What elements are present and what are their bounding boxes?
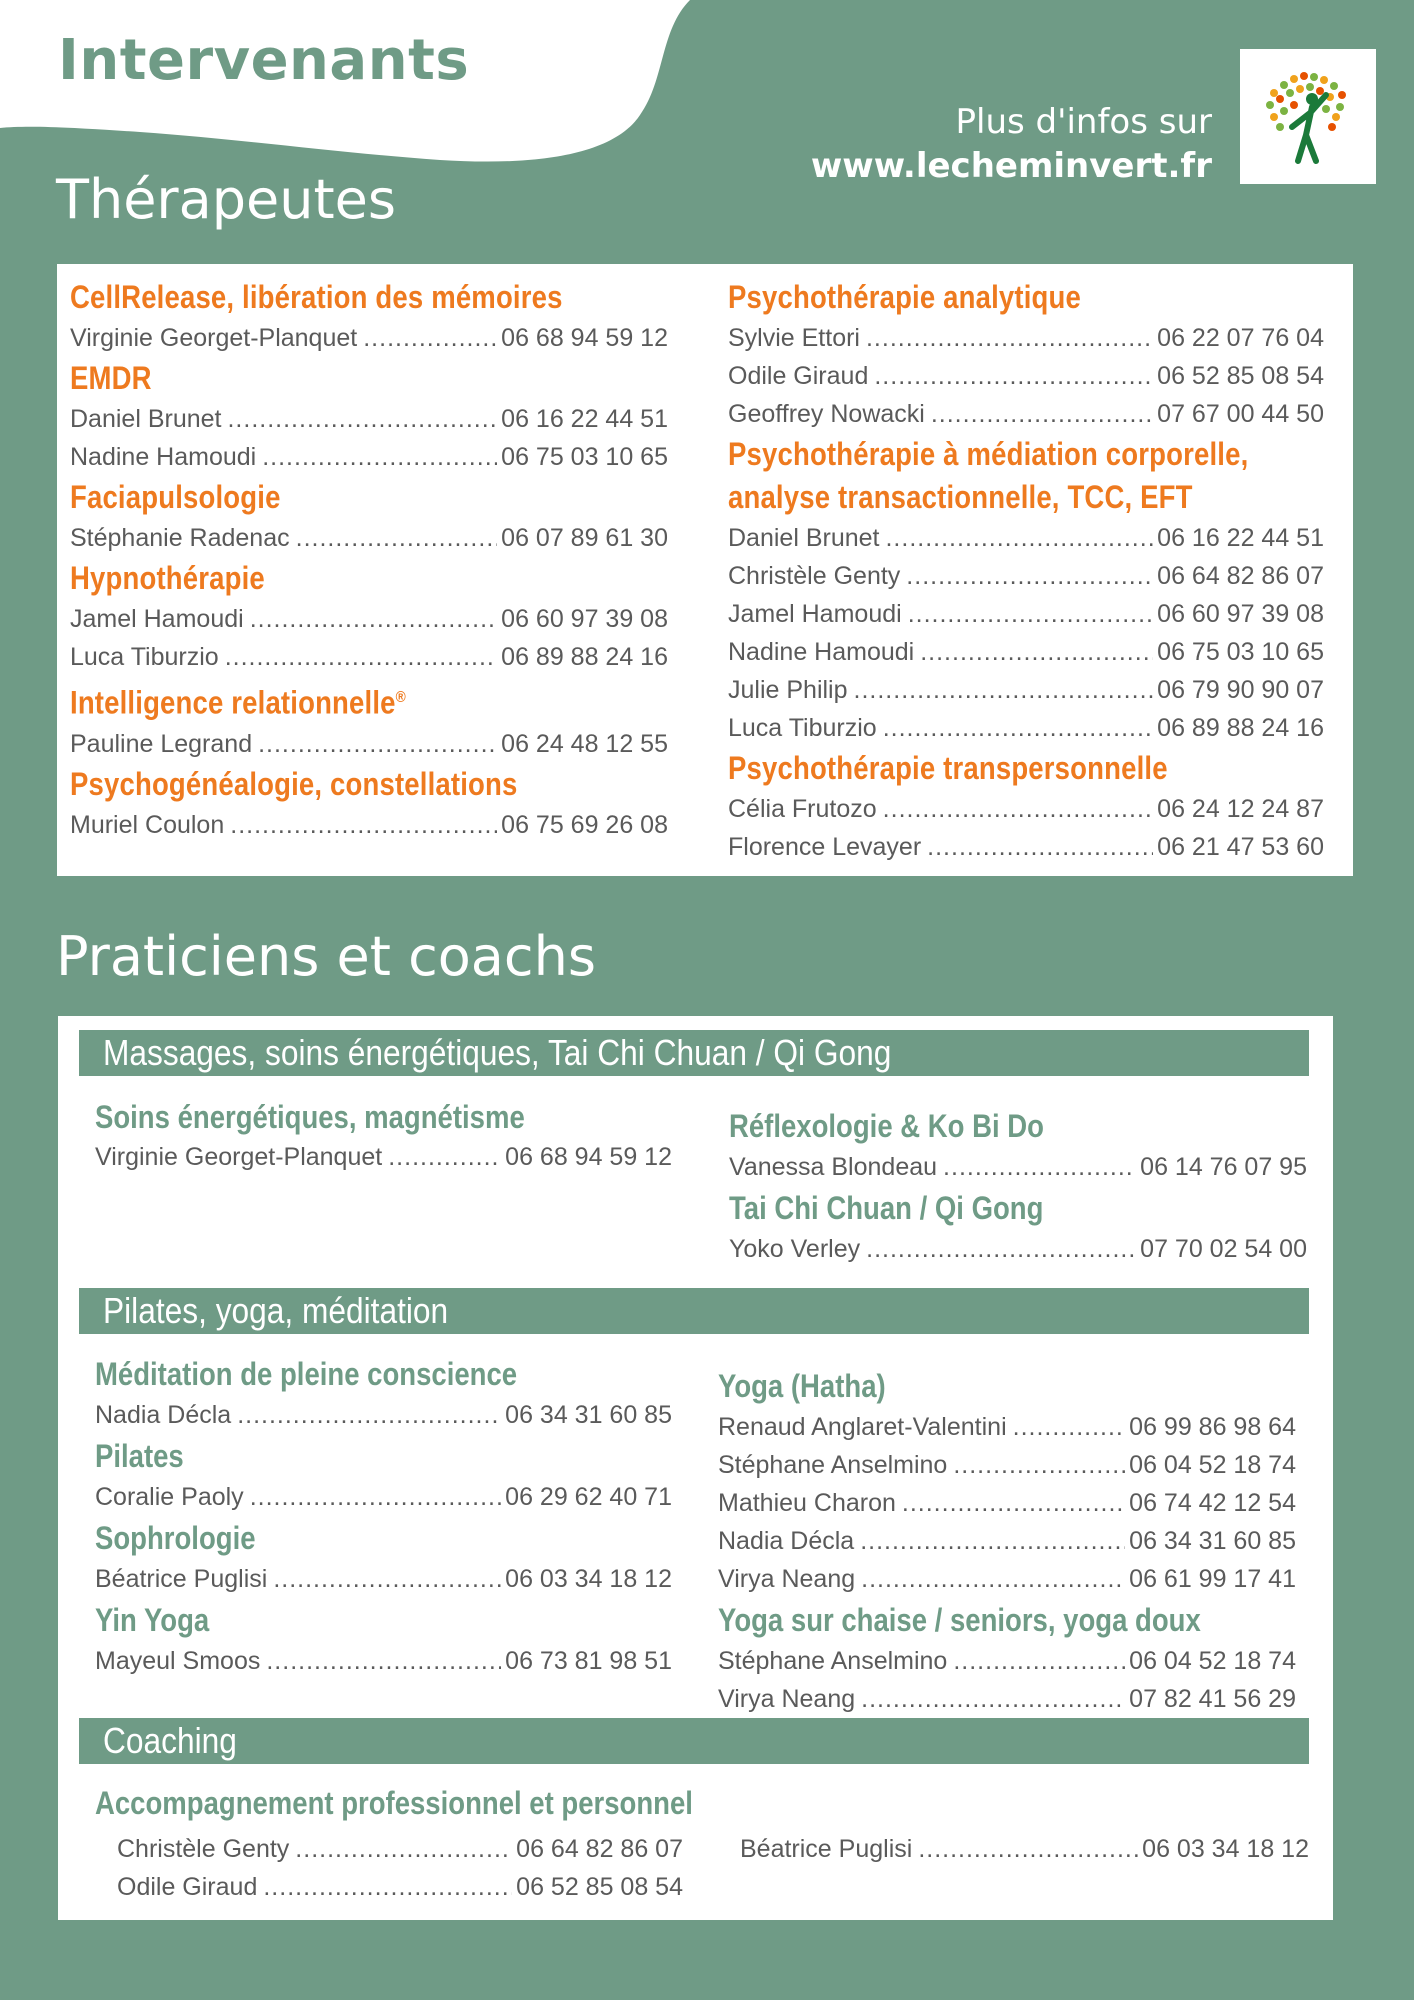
dot-leader bbox=[295, 1830, 512, 1868]
practitioner-name: Mayeul Smoos bbox=[95, 1647, 261, 1675]
practitioner-name: Virya Neang bbox=[718, 1685, 856, 1713]
dot-leader bbox=[866, 319, 1153, 357]
section-title-praticiens: Praticiens et coachs bbox=[56, 925, 596, 988]
list-item bbox=[740, 1830, 1309, 1868]
category-label: Intelligence relationnelle bbox=[70, 684, 396, 721]
phone-number: 06 04 52 18 74 bbox=[1129, 1647, 1296, 1675]
dot-leader bbox=[250, 600, 497, 638]
section-title-therapeutes: Thérapeutes bbox=[56, 168, 396, 231]
list-item bbox=[718, 1522, 1296, 1560]
category-heading bbox=[95, 1096, 591, 1138]
practitioner-name: Yoko Verley bbox=[729, 1235, 861, 1263]
phone-number: 06 68 94 59 12 bbox=[505, 1143, 672, 1171]
dot-leader bbox=[874, 357, 1153, 395]
list-item bbox=[728, 319, 1324, 357]
list-item bbox=[718, 1642, 1296, 1680]
practitioner-name: Jamel Hamoudi bbox=[728, 600, 902, 628]
pilates-right-column bbox=[718, 1364, 1296, 1718]
practitioner-name: Célia Frutozo bbox=[728, 795, 877, 823]
list-item bbox=[728, 395, 1324, 433]
phone-number: 06 03 34 18 12 bbox=[505, 1565, 672, 1593]
practitioner-name: Nadine Hamoudi bbox=[728, 638, 915, 666]
list-item bbox=[95, 1138, 672, 1176]
phone-number: 06 64 82 86 07 bbox=[1157, 562, 1324, 590]
practitioner-name: Virya Neang bbox=[718, 1565, 856, 1593]
practitioner-name: Nadine Hamoudi bbox=[70, 443, 257, 471]
phone-number: 06 29 62 40 71 bbox=[505, 1483, 672, 1511]
category-label: Yoga sur chaise / seniors, yoga doux bbox=[718, 1602, 1201, 1638]
practitioner-name: Coralie Paoly bbox=[95, 1483, 244, 1511]
therapeutes-left-column bbox=[70, 276, 668, 844]
phone-number: 06 04 52 18 74 bbox=[1129, 1451, 1296, 1479]
category-label: Pilates bbox=[95, 1438, 184, 1474]
practitioner-name: Daniel Brunet bbox=[728, 524, 880, 552]
dot-leader bbox=[918, 1830, 1138, 1868]
list-item bbox=[70, 319, 668, 357]
dot-leader bbox=[230, 806, 497, 844]
practitioner-name: Virginie Georget-Planquet bbox=[70, 324, 358, 352]
list-item bbox=[728, 557, 1324, 595]
coaching-right-column bbox=[740, 1830, 1309, 1868]
phone-number: 06 89 88 24 16 bbox=[501, 643, 668, 671]
phone-number: 06 89 88 24 16 bbox=[1157, 714, 1324, 742]
category-heading bbox=[718, 1364, 1215, 1408]
page-title: Intervenants bbox=[58, 28, 470, 93]
dot-leader bbox=[225, 638, 497, 676]
list-item bbox=[95, 1642, 672, 1680]
dot-leader bbox=[885, 519, 1153, 557]
list-item bbox=[728, 671, 1324, 709]
dot-leader bbox=[363, 319, 497, 357]
category-label: EMDR bbox=[70, 360, 152, 396]
list-item bbox=[70, 806, 668, 844]
phone-number: 07 70 02 54 00 bbox=[1140, 1235, 1307, 1263]
practitioner-name: Vanessa Blondeau bbox=[729, 1153, 938, 1181]
category-label: Yoga (Hatha) bbox=[718, 1368, 886, 1404]
dot-leader bbox=[250, 1478, 501, 1516]
practitioner-name: Renaud Anglaret-Valentini bbox=[718, 1413, 1007, 1441]
phone-number: 06 75 03 10 65 bbox=[1157, 638, 1324, 666]
category-heading-line2: analyse transactionnelle, TCC, EFT bbox=[728, 479, 1193, 515]
phone-number: 06 73 81 98 51 bbox=[505, 1647, 672, 1675]
list-item bbox=[70, 400, 668, 438]
dot-leader bbox=[296, 519, 498, 557]
dot-leader bbox=[263, 1868, 512, 1906]
dot-leader bbox=[920, 633, 1153, 671]
phone-number: 06 75 69 26 08 bbox=[501, 810, 668, 839]
list-item bbox=[729, 1230, 1307, 1268]
phone-number: 06 79 90 90 07 bbox=[1157, 676, 1324, 704]
therapeutes-right-column bbox=[728, 276, 1324, 866]
dot-leader bbox=[883, 709, 1153, 747]
dot-leader bbox=[258, 725, 497, 763]
phone-number: 06 74 42 12 54 bbox=[1129, 1489, 1296, 1517]
category-heading bbox=[95, 1352, 591, 1396]
category-heading bbox=[728, 747, 1241, 790]
dot-leader bbox=[883, 790, 1154, 828]
practitioner-name: Stéphane Anselmino bbox=[718, 1647, 948, 1675]
practitioner-name: Mathieu Charon bbox=[718, 1489, 896, 1517]
category-label: Sophrologie bbox=[95, 1520, 256, 1556]
practitioner-name: Odile Giraud bbox=[728, 362, 869, 390]
dot-leader bbox=[227, 400, 497, 438]
phone-number: 06 52 85 08 54 bbox=[516, 1873, 683, 1901]
practitioner-name: Muriel Coulon bbox=[70, 810, 225, 839]
category-label: Psychothérapie à médiation corporelle, bbox=[728, 436, 1249, 472]
list-item bbox=[718, 1680, 1296, 1718]
tree-person-logo-icon bbox=[1240, 49, 1376, 184]
band-massages: Massages, soins énergétiques, Tai Chi Chuan / Qi Gong bbox=[79, 1030, 1309, 1076]
practitioner-name: Odile Giraud bbox=[117, 1873, 258, 1901]
dot-leader bbox=[906, 557, 1153, 595]
registered-mark: ® bbox=[395, 689, 406, 706]
band-pilates: Pilates, yoga, méditation bbox=[79, 1288, 1309, 1334]
list-item bbox=[718, 1446, 1296, 1484]
dot-leader bbox=[854, 671, 1154, 709]
category-heading bbox=[729, 1104, 1226, 1148]
category-label: Psychothérapie analytique bbox=[728, 279, 1082, 315]
list-item bbox=[728, 595, 1324, 633]
phone-number: 06 60 97 39 08 bbox=[501, 605, 668, 633]
info-label: Plus d'infos sur bbox=[955, 102, 1212, 142]
phone-number: 06 60 97 39 08 bbox=[1157, 600, 1324, 628]
phone-number: 06 61 99 17 41 bbox=[1129, 1565, 1296, 1593]
practitioner-name: Daniel Brunet bbox=[70, 405, 222, 433]
practitioner-name: Nadia Décla bbox=[95, 1401, 232, 1429]
phone-number: 06 24 12 24 87 bbox=[1157, 795, 1324, 823]
list-item bbox=[95, 1396, 672, 1434]
phone-number: 06 34 31 60 85 bbox=[1129, 1527, 1296, 1555]
practitioner-name: Geoffrey Nowacki bbox=[728, 400, 925, 428]
category-heading bbox=[728, 276, 1241, 319]
category-label: Yin Yoga bbox=[95, 1602, 210, 1638]
dot-leader bbox=[273, 1560, 501, 1598]
practitioner-name: Luca Tiburzio bbox=[728, 714, 877, 742]
phone-number: 06 75 03 10 65 bbox=[501, 443, 668, 471]
category-heading bbox=[95, 1434, 591, 1478]
phone-number: 06 22 07 76 04 bbox=[1157, 324, 1324, 352]
practitioner-name: Jamel Hamoudi bbox=[70, 605, 244, 633]
practitioner-name: Nadia Décla bbox=[718, 1527, 855, 1555]
phone-number: 06 14 76 07 95 bbox=[1140, 1153, 1307, 1181]
category-heading bbox=[728, 433, 1249, 476]
phone-number: 06 07 89 61 30 bbox=[501, 524, 668, 552]
list-item bbox=[728, 790, 1324, 828]
category-heading bbox=[95, 1516, 591, 1560]
practitioner-name: Christèle Genty bbox=[117, 1835, 290, 1863]
category-heading bbox=[70, 557, 584, 600]
pilates-left-column bbox=[95, 1352, 672, 1680]
dot-leader bbox=[953, 1446, 1125, 1484]
list-item bbox=[95, 1560, 672, 1598]
category-heading bbox=[70, 676, 584, 725]
dot-leader bbox=[1013, 1408, 1126, 1446]
practitioner-name: Luca Tiburzio bbox=[70, 643, 219, 671]
category-label: Faciapulsologie bbox=[70, 479, 281, 515]
list-item bbox=[718, 1408, 1296, 1446]
massages-right-column bbox=[729, 1104, 1307, 1268]
category-heading bbox=[70, 276, 584, 319]
category-label: Tai Chi Chuan / Qi Gong bbox=[729, 1190, 1044, 1226]
info-block bbox=[811, 100, 1212, 188]
band-coaching: Coaching bbox=[79, 1718, 1309, 1764]
list-item bbox=[728, 357, 1324, 395]
phone-number: 06 21 47 53 60 bbox=[1157, 833, 1324, 861]
practitioner-name: Béatrice Puglisi bbox=[740, 1835, 913, 1863]
category-heading bbox=[70, 357, 584, 400]
dot-leader bbox=[266, 1642, 501, 1680]
list-item bbox=[718, 1560, 1296, 1598]
category-label: Réflexologie & Ko Bi Do bbox=[729, 1108, 1044, 1144]
practitioner-name: Virginie Georget-Planquet bbox=[95, 1143, 383, 1171]
phone-number: 06 34 31 60 85 bbox=[505, 1401, 672, 1429]
list-item bbox=[729, 1148, 1307, 1186]
dot-leader bbox=[860, 1522, 1125, 1560]
list-item bbox=[70, 638, 668, 676]
category-label: Hypnothérapie bbox=[70, 560, 265, 596]
category-heading: Accompagnement professionnel et personnel bbox=[95, 1785, 693, 1821]
list-item bbox=[70, 725, 668, 763]
logo bbox=[1240, 49, 1376, 184]
category-heading bbox=[718, 1598, 1215, 1642]
dot-leader bbox=[388, 1138, 501, 1176]
practitioner-name: Pauline Legrand bbox=[70, 729, 253, 758]
category-label: Soins énergétiques, magnétisme bbox=[95, 1099, 525, 1135]
list-item bbox=[718, 1484, 1296, 1522]
list-item bbox=[728, 633, 1324, 671]
coaching-section bbox=[95, 1780, 1309, 1826]
phone-number: 07 82 41 56 29 bbox=[1129, 1685, 1296, 1713]
category-label: CellRelease, libération des mémoires bbox=[70, 279, 563, 315]
phone-number: 06 03 34 18 12 bbox=[1142, 1835, 1309, 1863]
website-link[interactable]: www.lecheminvert.fr bbox=[810, 146, 1212, 186]
coaching-left-column bbox=[117, 1830, 683, 1906]
list-item bbox=[117, 1868, 683, 1906]
praticiens-panel bbox=[58, 1016, 1333, 1920]
list-item bbox=[70, 600, 668, 638]
practitioner-name: Béatrice Puglisi bbox=[95, 1565, 268, 1593]
dot-leader bbox=[902, 1484, 1125, 1522]
list-item bbox=[728, 709, 1324, 747]
category-label: Psychogénéalogie, constellations bbox=[70, 765, 518, 802]
category-label: Méditation de pleine conscience bbox=[95, 1356, 518, 1392]
practitioner-name: Sylvie Ettori bbox=[728, 324, 860, 352]
practitioner-name: Florence Levayer bbox=[728, 833, 922, 861]
list-item bbox=[70, 519, 668, 557]
dot-leader bbox=[237, 1396, 501, 1434]
therapeutes-panel bbox=[57, 264, 1353, 876]
phone-number: 07 67 00 44 50 bbox=[1157, 400, 1324, 428]
list-item bbox=[70, 438, 668, 476]
dot-leader bbox=[943, 1148, 1136, 1186]
category-heading bbox=[729, 1186, 1226, 1230]
list-item bbox=[95, 1478, 672, 1516]
phone-number: 06 16 22 44 51 bbox=[501, 405, 668, 433]
dot-leader bbox=[866, 1230, 1136, 1268]
category-label: Psychothérapie transpersonnelle bbox=[728, 750, 1168, 786]
practitioner-name: Stéphanie Radenac bbox=[70, 524, 290, 552]
phone-number: 06 16 22 44 51 bbox=[1157, 524, 1324, 552]
phone-number: 06 99 86 98 64 bbox=[1129, 1413, 1296, 1441]
practitioner-name: Stéphane Anselmino bbox=[718, 1451, 948, 1479]
list-item bbox=[728, 828, 1324, 866]
phone-number: 06 24 48 12 55 bbox=[501, 729, 668, 758]
dot-leader bbox=[861, 1680, 1125, 1718]
dot-leader bbox=[953, 1642, 1125, 1680]
massages-left-column bbox=[95, 1096, 672, 1176]
dot-leader bbox=[927, 828, 1153, 866]
practitioner-name: Christèle Genty bbox=[728, 562, 901, 590]
dot-leader bbox=[908, 595, 1153, 633]
category-heading bbox=[70, 763, 584, 806]
dot-leader bbox=[262, 438, 497, 476]
category-heading bbox=[70, 476, 584, 519]
list-item bbox=[728, 519, 1324, 557]
dot-leader bbox=[931, 395, 1153, 433]
list-item bbox=[117, 1830, 683, 1868]
phone-number: 06 68 94 59 12 bbox=[501, 324, 668, 352]
phone-number: 06 64 82 86 07 bbox=[516, 1835, 683, 1863]
phone-number: 06 52 85 08 54 bbox=[1157, 362, 1324, 390]
practitioner-name: Julie Philip bbox=[728, 676, 848, 704]
category-heading bbox=[95, 1598, 591, 1642]
dot-leader bbox=[861, 1560, 1125, 1598]
